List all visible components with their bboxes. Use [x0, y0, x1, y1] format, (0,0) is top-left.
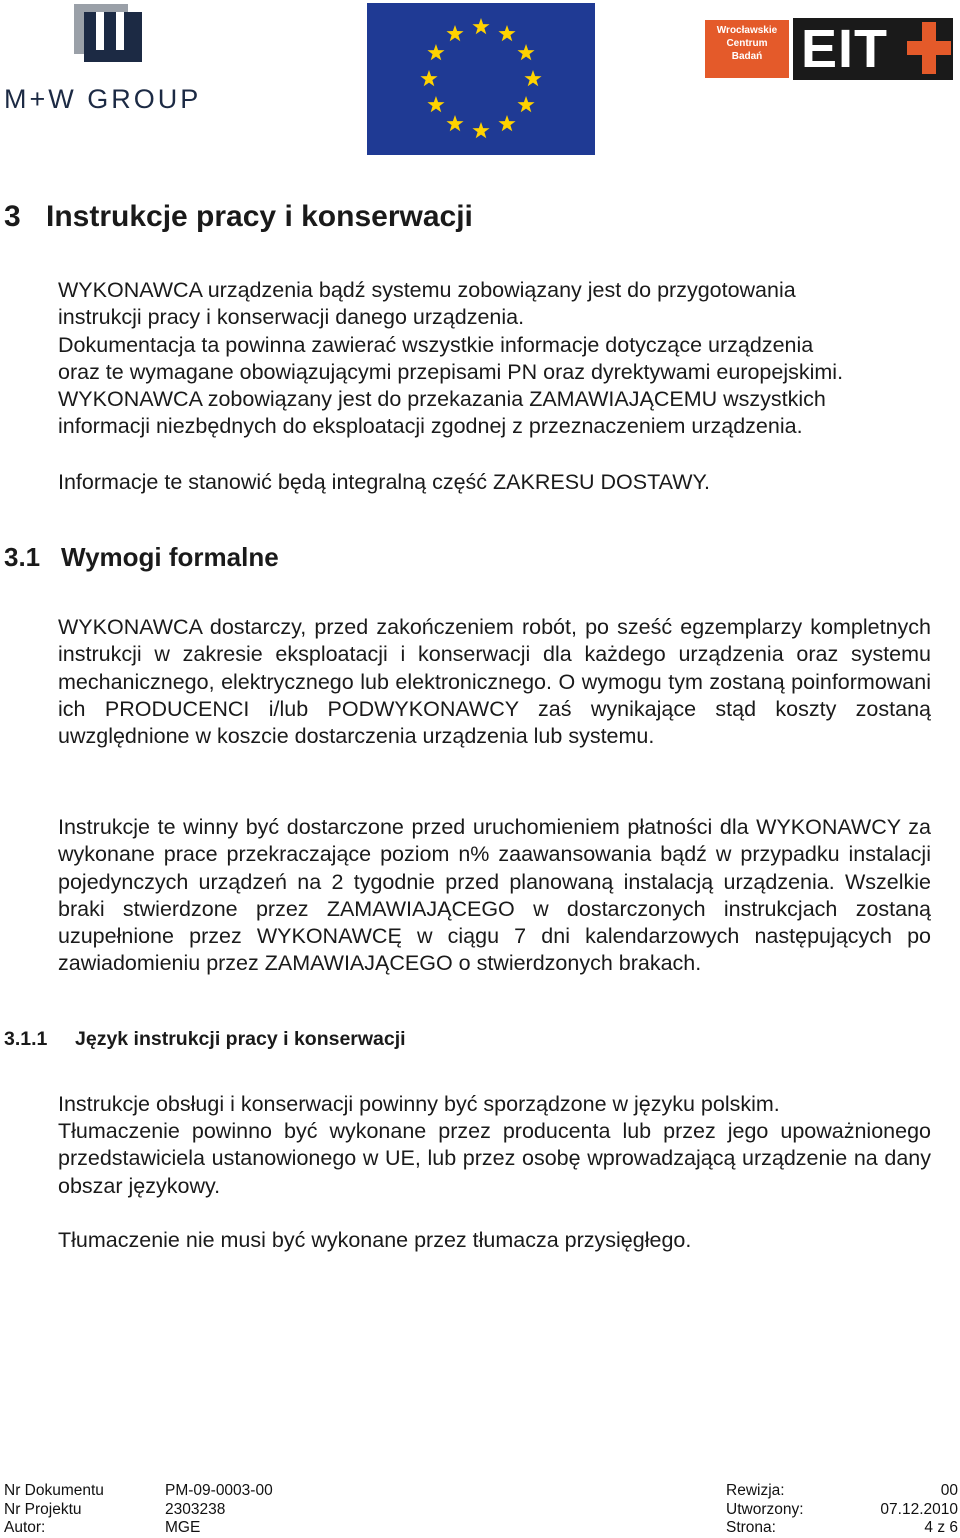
intro-line-1: WYKONAWCA urządzenia bądź systemu zobowiązany jest do przygotowania — [58, 278, 796, 302]
doc-number-value: PM-09-0003-00 — [165, 1482, 273, 1499]
intro-note — [58, 469, 931, 496]
page-footer — [4, 1482, 958, 1538]
wcb-line-1: Wrocławskie — [716, 25, 778, 36]
section-title: Instrukcje pracy i konserwacji — [46, 200, 473, 233]
page-header — [0, 0, 960, 160]
eit-logo — [705, 18, 955, 80]
subsection-heading — [4, 542, 279, 573]
language-line-2: Tłumaczenie nie musi być wykonane przez tłumacza przysięgłego. — [58, 1228, 692, 1252]
intro-note-text: Informacje te stanowić będą integralną część ZAKRESU DOSTAWY. — [58, 470, 711, 494]
subsection-title: Wymogi formalne — [61, 542, 279, 572]
intro-line-6: informacji niezbędnych do eksploatacji zgodnej z przeznaczeniem urządzenia. — [58, 414, 803, 439]
footer-row-1 — [4, 1482, 958, 1501]
revision-label: Rewizja: — [726, 1482, 785, 1499]
language-paragraph: Tłumaczenie powinno być wykonane przez producenta lub przez jego upoważnionego przedstawiciela ustanowionego w UE, lub przez osobę wprowadzającą urządzenie na dany obszar językowy. — [58, 1119, 931, 1198]
plus-icon-vertical — [922, 22, 936, 74]
subsubsection-title: Język instrukcji pracy i konserwacji — [75, 1028, 406, 1050]
company-logo-text: M+W GROUP — [4, 84, 202, 114]
subsubsection-heading — [4, 1028, 406, 1051]
project-number-value: 2303238 — [165, 1500, 226, 1518]
wcb-line-3: Badań — [731, 51, 763, 62]
subsection-number: 3.1 — [4, 542, 41, 572]
mw-logo-mark-icon — [70, 4, 144, 62]
subsection-paragraph-1: WYKONAWCA dostarczy, przed zakończeniem robót, po sześć egzemplarzy kompletnych instrukcji w zakresie eksploatacji i konserwacji dla każdego urządzenia oraz systemu mechanicznego, elektrycznego lub elektronicznego. O wymogu tym zostaną poinformowani ich PRODUCENCI i/lub PODWYKONAWCY zaś wynikające stąd koszty zostaną uwzględnione w koszcie dostarczenia urządzenia lub systemu. — [58, 615, 931, 749]
eu-flag-logo — [367, 3, 595, 155]
page-label: Strona: — [726, 1519, 776, 1536]
subsection-paragraph-2: Instrukcje te winny być dostarczone przed uruchomieniem płatności dla WYKONAWCY za wykonane prace przekraczające poziom n% zaawansowania bądź w przypadku instalacji pojedynczych urządzeń na 2 tygodnie przed planowaną instalacją urządzenia. Wszelkie braki stwierdzone przez ZAMAWIAJĄCEGO w dostarczonych instrukcjach zostaną uzupełnione przez WYKONAWCĘ w ciągu 7 dni kalendarzowych następujących po zawiadomieniu przez ZAMAWIAJĄCEGO o stwierdzonych brakach. — [58, 815, 931, 976]
author-value: MGE — [165, 1519, 201, 1536]
intro-line-5: WYKONAWCA zobowiązany jest do przekazania ZAMAWIAJĄCEMU wszystkich — [58, 387, 826, 412]
subsubsection-number: 3.1.1 — [4, 1028, 48, 1050]
language-line-1: Instrukcje obsługi i konserwacji powinny być sporządzone w języku polskim. — [58, 1092, 780, 1116]
section-number: 3 — [4, 200, 21, 233]
intro-line-2: instrukcji pracy i konserwacji danego urządzenia. — [58, 305, 525, 330]
intro-line-3: Dokumentacja ta powinna zawierać wszystkie informacje dotyczące urządzenia — [58, 332, 814, 357]
section-intro — [58, 277, 931, 441]
intro-line-4: oraz te wymagane obowiązującymi przepisami PN oraz dyrektywami europejskimi. — [58, 359, 844, 384]
revision-value: 00 — [940, 1482, 958, 1499]
doc-number-label: Nr Dokumentu — [4, 1482, 104, 1499]
eu-flag-icon — [367, 3, 595, 155]
created-label: Utworzony: — [726, 1500, 804, 1518]
mw-group-logo — [0, 0, 215, 115]
author-label: Autor: — [4, 1519, 46, 1536]
eit-logo-text: EIT — [801, 19, 889, 79]
footer-row-2 — [4, 1501, 958, 1520]
page-value: 4 z 6 — [924, 1519, 958, 1536]
project-number-label: Nr Projektu — [4, 1500, 82, 1518]
wcb-line-2: Centrum — [726, 38, 768, 49]
wcb-badge — [705, 20, 789, 78]
created-value: 07.12.2010 — [880, 1500, 958, 1518]
section-heading — [4, 200, 473, 234]
